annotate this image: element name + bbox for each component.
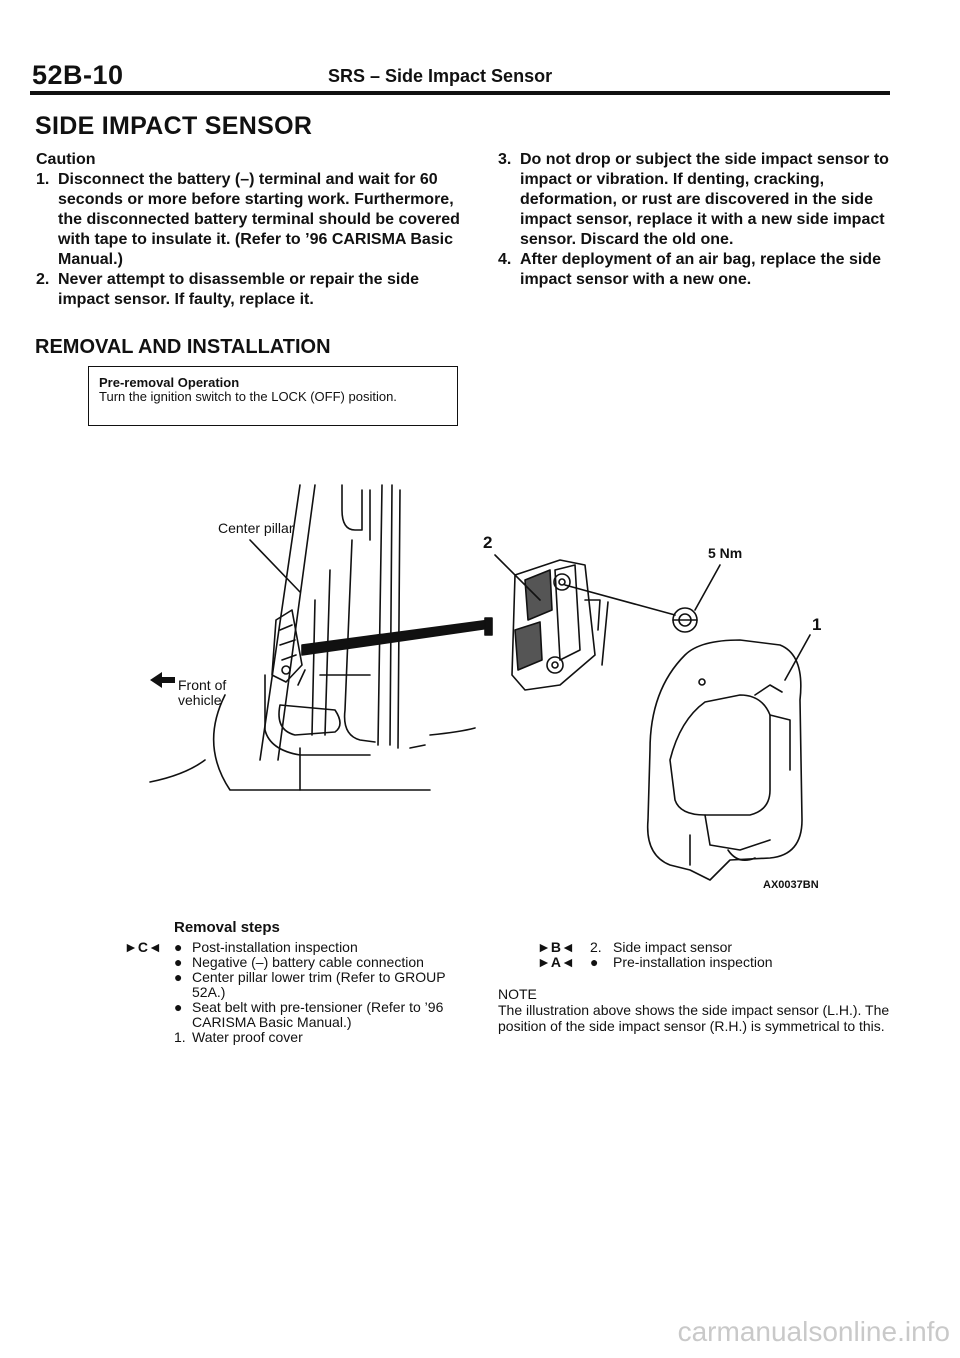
section-title: SIDE IMPACT SENSOR [35,112,313,140]
running-title: SRS – Side Impact Sensor [328,66,553,86]
header-rule [30,91,890,95]
step-item [124,1030,469,1045]
step-text: Post-installation inspection [192,939,358,955]
vehicle-label: vehicle [178,692,222,708]
caution-num: 1. [36,171,50,188]
side-impact-sensor-drawing [512,560,600,690]
caution-item [36,270,466,310]
caution-text: Do not drop or subject the side impact sensor to impact or vibration. If denting, cracking, deformation, or rust are discovered in the side impact sensor, replace it with a new side impact sensor. Discard the old one. [520,151,889,248]
caution-text: Disconnect the battery (–) terminal and wait for 60 seconds or more before starting work. Furthermore, the disconnected battery terminal should be covered with tape to insulate it. (Refer to ’96 CARISMA Basic Manual.) [58,171,460,268]
step-item [124,955,469,970]
step-item [124,1000,469,1030]
removal-steps-right [537,940,897,970]
center-pillar-label: Center pillar [218,520,294,536]
step-item [124,940,469,955]
caution-item [498,150,896,250]
step-bullet: ● [174,954,183,970]
step-text: Negative (–) battery cable connection [192,954,424,970]
note-heading: NOTE [498,986,537,1002]
caution-right [498,150,896,290]
caution-num: 4. [498,251,512,268]
note-block [498,986,898,1034]
step-bullet: ● [590,954,599,970]
pre-removal-heading: Pre-removal Operation [99,375,240,390]
figure-code: AX0037BN [763,879,819,891]
water-proof-cover-drawing [648,640,802,880]
step-bullet: 2. [590,939,602,955]
pre-removal-text: Turn the ignition switch to the LOCK (OFF) position. [99,389,397,404]
caution-num: 3. [498,151,512,168]
step-marker: ►C◄ [124,939,162,955]
step-text: Side impact sensor [613,939,733,955]
note-text: The illustration above shows the side impact sensor (L.H.). The position of the side impact sensor (R.H.) is symmetrical to this. [498,1002,890,1034]
step-item [537,940,897,955]
removal-steps-heading: Removal steps [174,919,280,936]
page-number: 52B-10 [32,60,124,90]
step-bullet: ● [174,939,183,955]
watermark: carmanualsonline.info [677,1316,950,1347]
caution-heading: Caution [36,151,96,168]
side-impact-sensor-illustration [130,470,830,900]
step-marker: ►B◄ [537,939,575,955]
part-2-label: 2 [483,533,493,552]
step-bullet: ● [174,969,183,985]
front-of-label: Front of [178,677,227,693]
step-bullet: 1. [174,1029,186,1045]
step-text: Seat belt with pre-tensioner (Refer to ’96 CARISMA Basic Manual.) [192,999,444,1030]
step-text: Pre-installation inspection [613,954,773,970]
caution-item [498,250,896,290]
caution-num: 2. [36,271,50,288]
caution-text: Never attempt to disassemble or repair the side impact sensor. If faulty, replace it. [58,271,420,308]
step-text: Center pillar lower trim (Refer to GROUP 52A.) [192,969,446,1000]
front-arrow-icon [150,672,175,688]
bolt-drawing [673,608,697,632]
pre-removal-box [88,366,458,426]
torque-label: 5 Nm [708,545,743,561]
step-item [124,970,469,1000]
step-bullet: ● [174,999,183,1015]
step-text: Water proof cover [192,1029,303,1045]
caution-item [36,170,466,270]
caution-left [36,150,466,310]
caution-text: After deployment of an air bag, replace the side impact sensor with a new one. [520,251,881,288]
removal-steps-left [124,940,469,1045]
removal-installation-heading: REMOVAL AND INSTALLATION [35,336,331,358]
step-marker: ►A◄ [537,954,575,970]
step-item [537,955,897,970]
part-1-label: 1 [812,615,822,634]
